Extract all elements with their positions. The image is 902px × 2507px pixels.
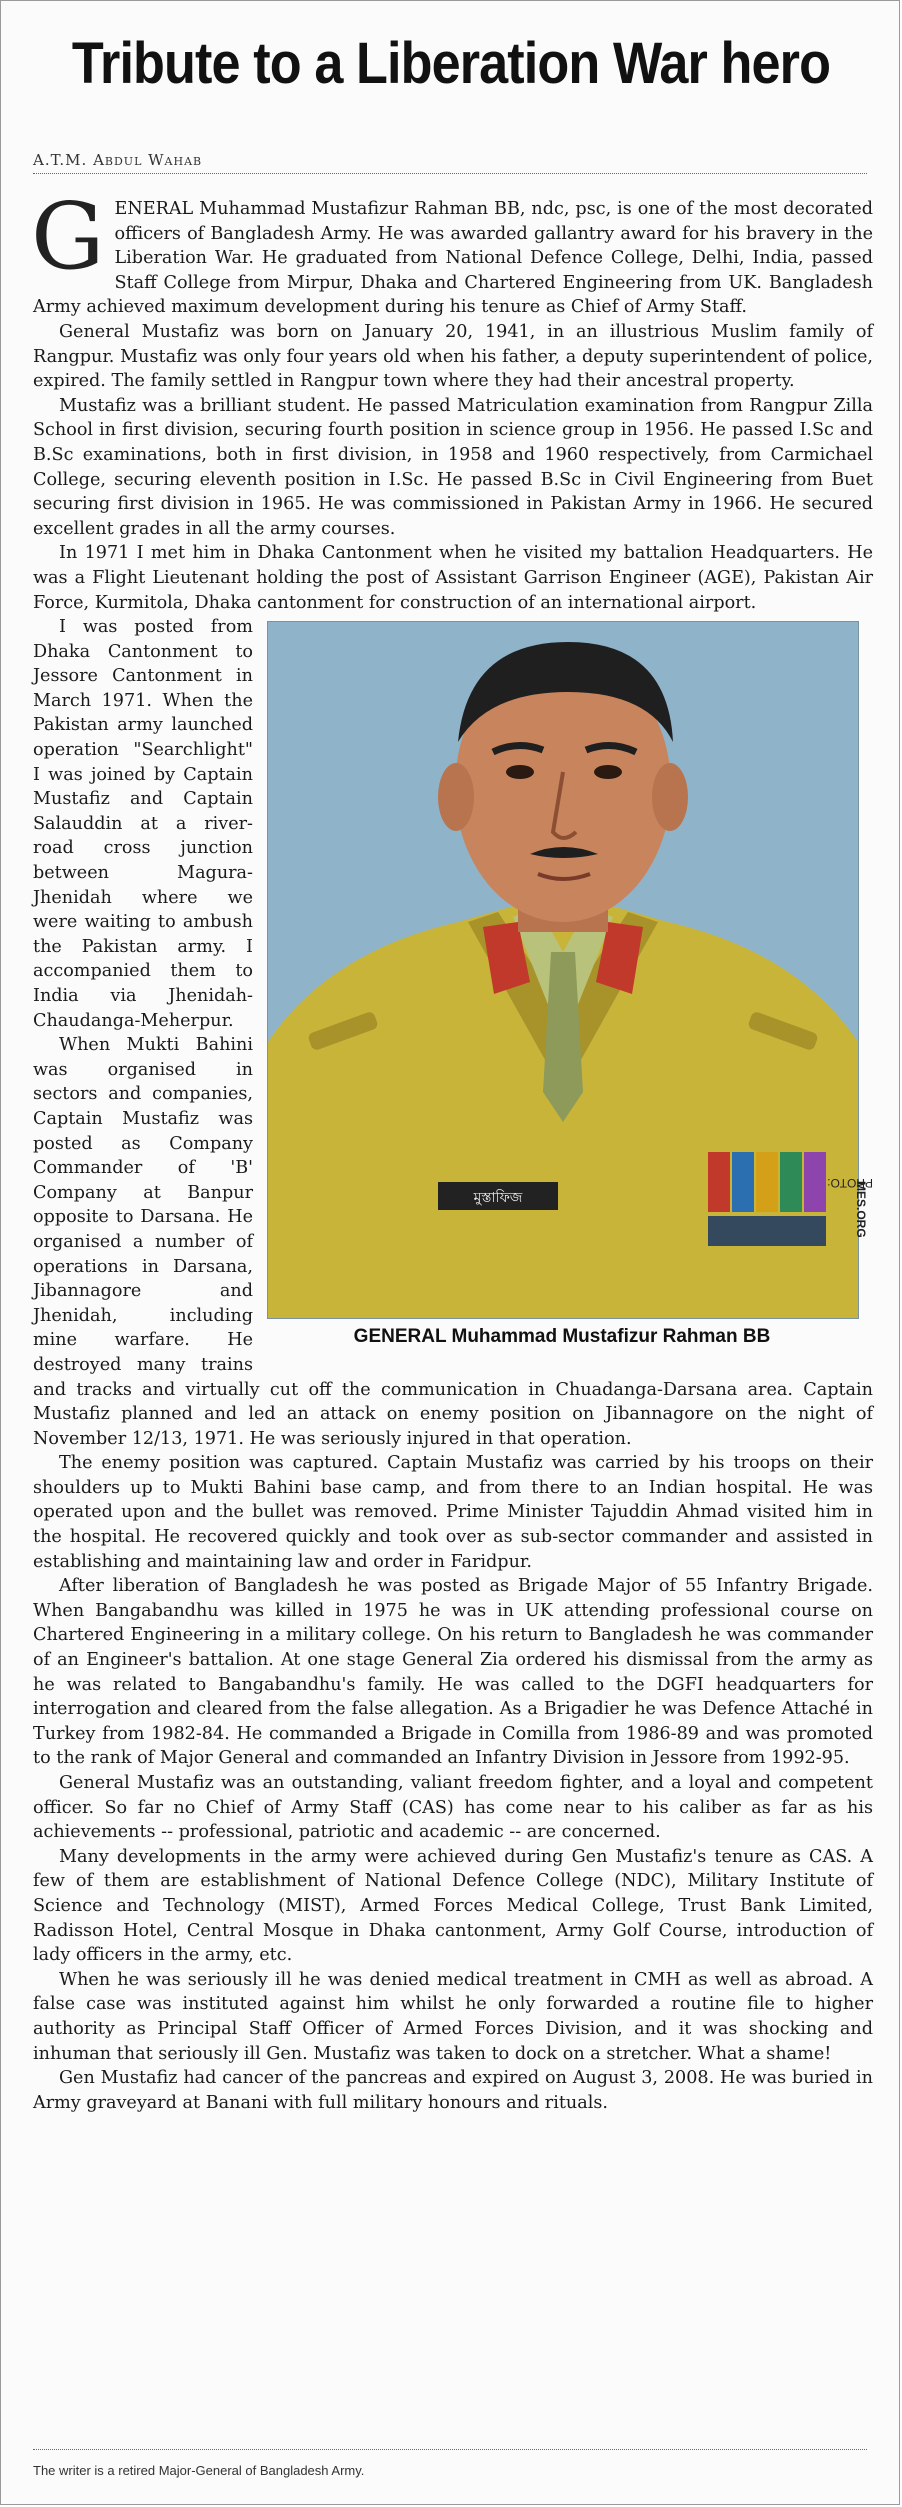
article-paragraph: Mustafiz was a brilliant student. He passed Matriculation examination from Rangpur Zilla School in first division, securing fourth position in science group in 1956. He passed I.Sc and B.Sc examinations, both in first division, in 1958 and 1960 respectively, from Carmichael College, securing eleventh position in I.Sc. He passed B.Sc in Civil Engineering from Buet securing first division in 1965. He was commissioned in Pakistan Army in 1966. He secured excellent grades in all the army courses. xyxy=(33,395,873,539)
portrait-illustration xyxy=(268,622,858,1318)
byline: A.T.M. Abdul Wahab xyxy=(33,151,203,169)
paragraph-text: In 1971 I met him in Dhaka Cantonment when he visited my battalion Headquarters. He was a Flight Lieutenant holding the post of Assistant Garrison Engineer (AGE), Pakistan Air Force, Kurmitola, Dhaka cantonment for construction of an international airport. xyxy=(33,543,873,613)
article-paragraph: Gen Mustafiz had cancer of the pancreas and expired on August 3, 2008. He was buried in Army graveyard at Banani with full military honours and rituals. xyxy=(33,2068,873,2113)
article-paragraph xyxy=(33,541,873,615)
author-note: The writer is a retired Major-General of Bangladesh Army. xyxy=(33,2463,365,2478)
eye-right xyxy=(594,765,622,779)
headline: Tribute to a Liberation War hero xyxy=(71,31,831,96)
article-paragraph: General Mustafiz was an outstanding, valiant freedom fighter, and a loyal and competent officer. So far no Chief of Army Staff (CAS) has come near to his caliber as far as his achievements -- professional, patriotic and academic -- are concerned. xyxy=(33,1773,873,1843)
article-paragraph: I was posted from Dhaka Cantonment to Jessore Cantonment in March 1971. When the Pakistan army launched operation "Searchlight" I was joined by Captain Mustafiz and Captain Salauddin at a river-road cross junction between Magura-Jhenidah where we were waiting to ambush the Pakistan army. I accompanied them to India via Jhenidah-Chaudanga-Meherpur. xyxy=(33,617,253,1031)
portrait-figure xyxy=(267,621,873,1357)
article-body xyxy=(31,183,873,2115)
photo-credit-label: PHOTO: xyxy=(827,1176,873,1191)
photo-credit-source: MES.ORG xyxy=(854,1181,868,1238)
article-paragraph: Many developments in the army were achieved during Gen Mustafiz's tenure as CAS. A few of them are establishment of National Defence College (NDC), Military Institute of Science and Technology (MIST), Armed Forces Medical College, Trust Bank Limited, Radisson Hotel, Central Mosque in Dhaka cantonment, Army Golf Course, introduction of lady officers in the army, etc. xyxy=(33,1846,873,1966)
drop-cap: G xyxy=(31,183,105,290)
byline-divider xyxy=(33,173,867,174)
article-paragraph: When he was seriously ill he was denied medical treatment in CMH as well as abroad. A false case was instituted against him whilst he only forwarded a routine file to higher authority as Principal Staff Officer of Armed Forces Division, and it was shocking and inhuman that seriously ill Gen. Mustafiz was taken to dock on a stretcher. What a shame! xyxy=(33,1969,873,2064)
paragraph-text: ENERAL Muhammad Mustafizur Rahman BB, ndc, psc, is one of the most decorated officers of Bangladesh Army. He was awarded gallantry award for his bravery in the Liberation War. He graduated from National Defence College, Delhi, India, passed Staff College from Mirpur, Dhaka and Chartered Engineering from UK. Bangladesh Army achieved maximum development during his tenure as Chief of Army Staff. xyxy=(33,199,873,318)
medal-ribbons xyxy=(708,1152,826,1246)
article-paragraph: General Mustafiz was born on January 20, 1941, in an illustrious Muslim family of Rangpur. Mustafiz was only four years old when his father, a deputy superintendent of police, expired. The family settled in Rangpur town where they had their ancestral property. xyxy=(33,321,873,392)
article-paragraph: When Mukti Bahini was organised in sectors and companies, Captain Mustafiz was posted as Company Commander of 'B' Company at Banpur opposite to Darsana. He organised a number of operations in Darsana, Jibannagore and Jhenidah, including mine warfare. He destroyed many trains and tracks and virtually cut off the communication in Chuadanga-Darsana area. Captain Mustafiz planned and led an attack on enemy position on Jibannagore on the night of November 12/13, 1971. He was seriously injured in that operation. xyxy=(33,1035,873,1449)
name-tag-text: মুস্তাফিজ xyxy=(473,1190,523,1207)
article-paragraph xyxy=(31,183,873,320)
ear-left xyxy=(438,763,474,831)
article-paragraph: After liberation of Bangladesh he was posted as Brigade Major of 55 Infantry Brigade. When Bangabandhu was killed in 1975 he was in UK attending professional course on Chartered Engineering in a military college. On his return to Bangladesh he was commander of an Engineer's battalion. At one stage General Zia ordered his dismissal from the army as he was related to Bangabandhu's family. He was called to the DGFI headquarters for interrogation and cleared from the false allegation. As a Brigadier he was Defence Attaché in Turkey from 1982-84. He commanded a Brigade in Comilla from 1986-89 and was promoted to the rank of Major General and commanded an Infantry Division in Jessore from 1992-95. xyxy=(33,1576,873,1769)
eye-left xyxy=(506,765,534,779)
footer-divider xyxy=(33,2449,867,2450)
photo-caption: GENERAL Muhammad Mustafizur Rahman BB xyxy=(353,1326,771,1348)
article-paragraph: The enemy position was captured. Captain Mustafiz was carried by his troops on their shoulders up to Mukti Bahini base camp, and from there to an Indian hospital. He was operated upon and the bullet was removed. Prime Minister Tajuddin Ahmad visited him in the hospital. He recovered quickly and took over as sub-sector commander and assisted in establishing and maintaining law and order in Faridpur. xyxy=(33,1453,873,1572)
ear-right xyxy=(652,763,688,831)
portrait-image xyxy=(267,621,859,1319)
photo-credit xyxy=(827,1176,873,1321)
